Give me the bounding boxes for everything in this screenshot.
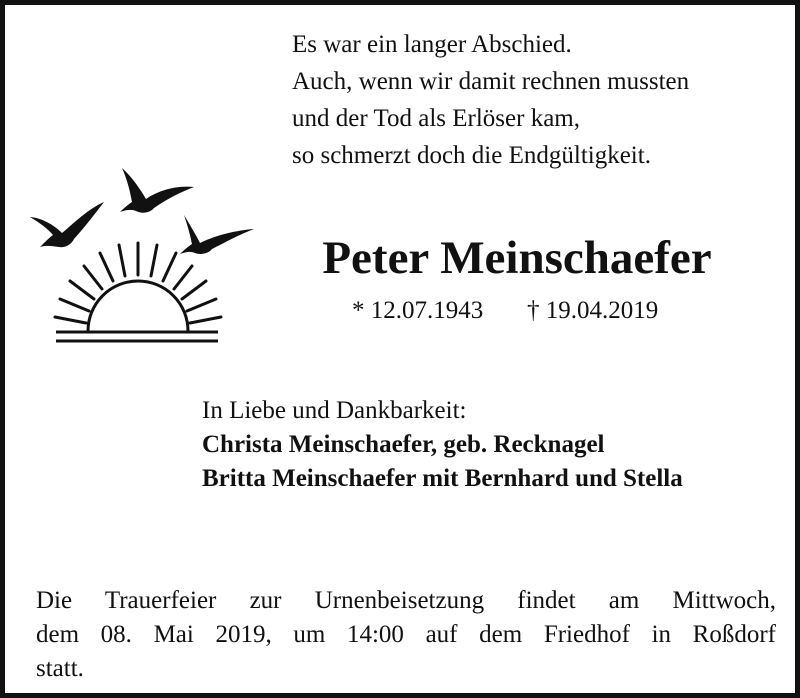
mourner-name: Christa Meinschaefer, geb. Recknagel bbox=[202, 431, 605, 458]
poem-line: so schmerzt doch die Endgültigkeit. bbox=[292, 142, 651, 169]
birth-date: * 12.07.1943 bbox=[352, 297, 484, 324]
sun-rays bbox=[55, 243, 221, 323]
bird-icon bbox=[120, 168, 194, 213]
bird-icon bbox=[180, 215, 254, 254]
poem-line: und der Tod als Erlöser kam, bbox=[292, 105, 581, 132]
birds-over-rising-sun-icon bbox=[28, 165, 264, 355]
poem-verse bbox=[292, 26, 772, 174]
funeral-service-notice bbox=[36, 584, 776, 686]
deceased-name: Peter Meinschaefer bbox=[322, 232, 712, 284]
service-line: statt. bbox=[36, 655, 84, 682]
service-line: dem 08. Mai 2019, um 14:00 auf dem Friedhof in Roßdorf bbox=[36, 621, 776, 648]
signoff-intro: In Liebe und Dankbarkeit: bbox=[202, 397, 467, 424]
poem-line: Es war ein langer Abschied. bbox=[292, 31, 572, 58]
mourner-name: Britta Meinschaefer mit Bernhard und Stella bbox=[202, 465, 683, 492]
poem-line: Auch, wenn wir damit rechnen mussten bbox=[292, 68, 690, 95]
bird-icon bbox=[30, 202, 104, 247]
death-date: † 19.04.2019 bbox=[527, 297, 659, 324]
service-line: Die Trauerfeier zur Urnenbeisetzung findet am Mittwoch, bbox=[36, 587, 776, 614]
mourners-signoff bbox=[202, 394, 782, 496]
